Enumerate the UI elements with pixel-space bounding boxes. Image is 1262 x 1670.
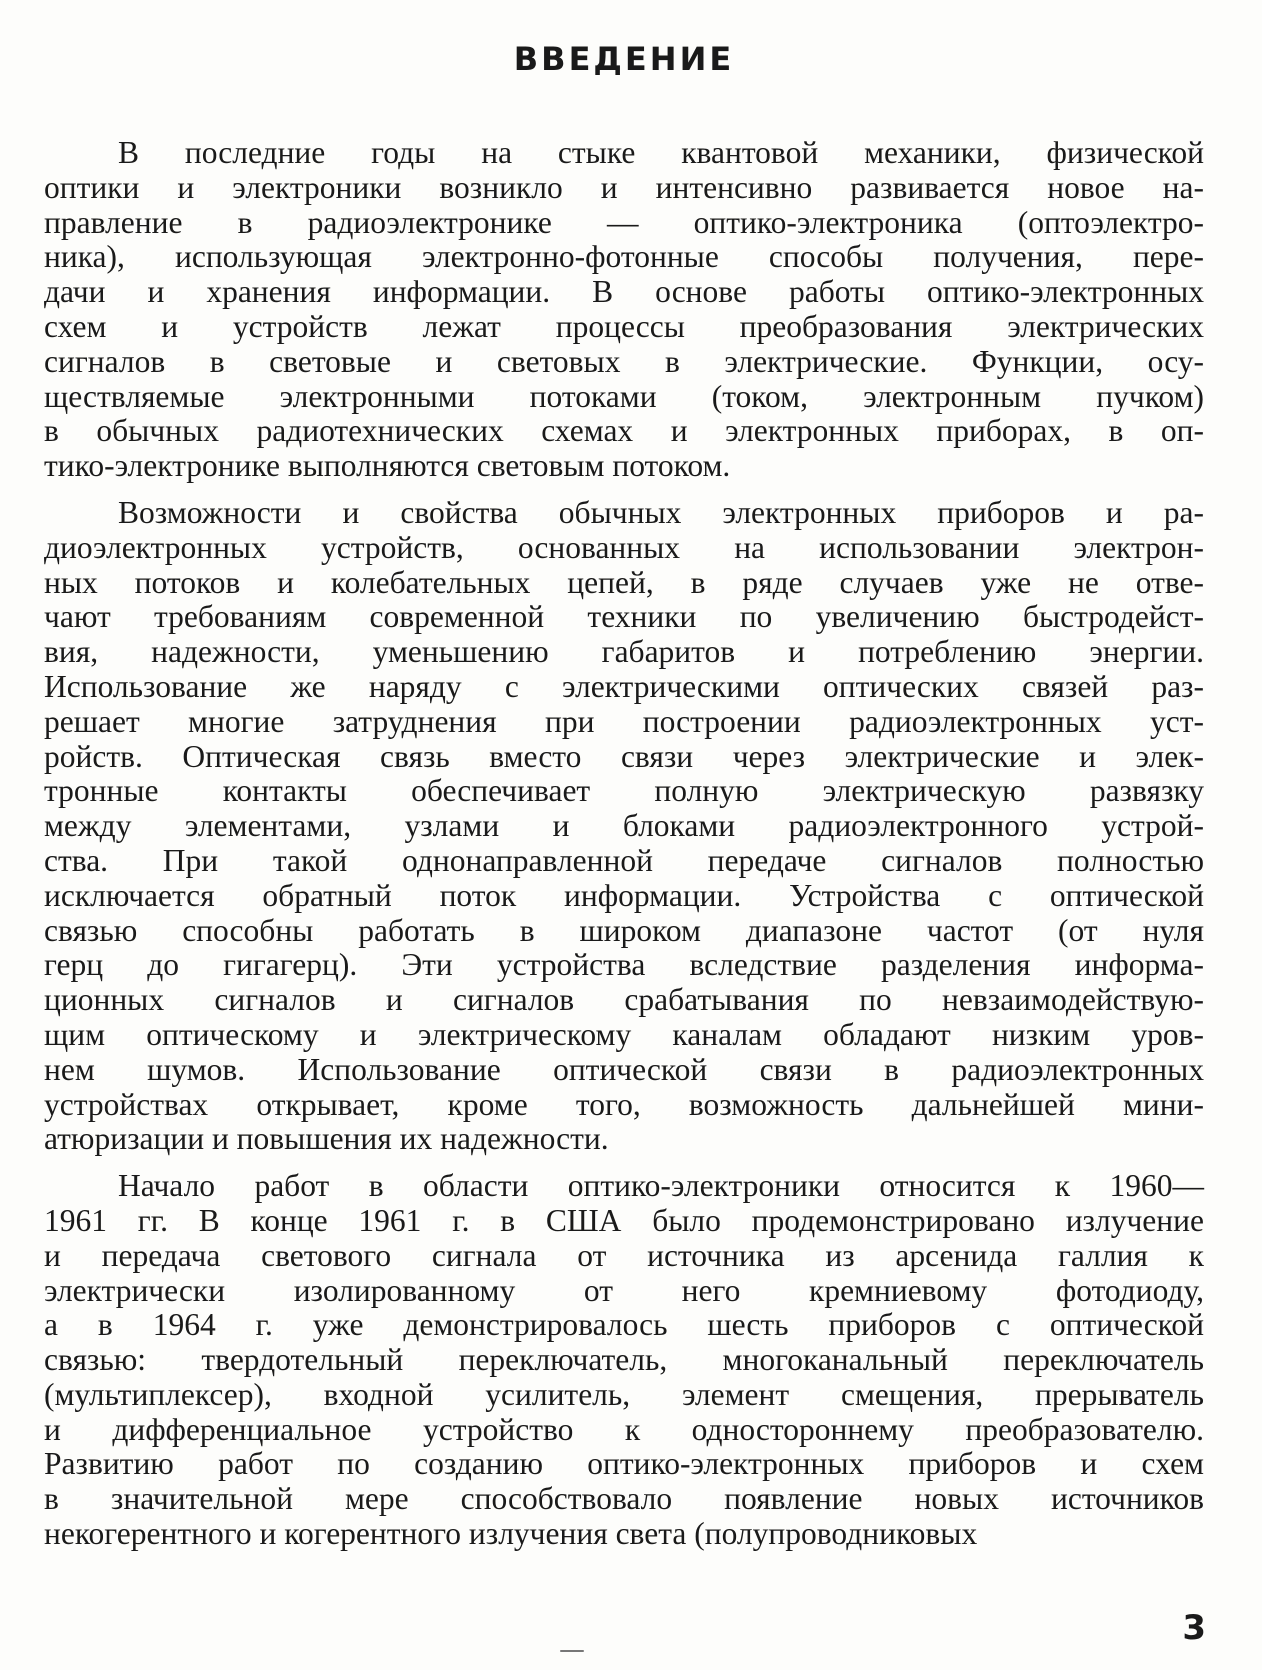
text-line: Начало работ в области оптико-электроники относится к 1960— (118, 1168, 1204, 1204)
page-title: ВВЕДЕНИЕ (513, 40, 735, 78)
text-line: электрически изолированному от него кремниевому фотодиоду, (44, 1272, 1204, 1308)
text-line: чают требованиям современной техники по увеличению быстродейст- (44, 599, 1204, 635)
text-line: Возможности и свойства обычных электронных приборов и ра- (118, 494, 1204, 530)
text-line: связью способны работать в широком диапазоне частот (от нуля (44, 912, 1204, 948)
text-line: (мультиплексер), входной усилитель, элемент смещения, прерыватель (44, 1376, 1204, 1412)
text-line: тронные контакты обеспечивает полную электрическую развязку (44, 773, 1204, 809)
text-line: сигналов в световые и световых в электрические. Функции, осу- (44, 343, 1204, 379)
text-line: некогерентного и когерентного излучения света (полупроводниковых (44, 1516, 978, 1552)
text-line: вия, надежности, уменьшению габаритов и потреблению энергии. (44, 634, 1204, 670)
text-line: 1961 гг. В конце 1961 г. в США было продемонстрировано излучение (44, 1202, 1204, 1238)
text-line: тико-электронике выполняются световым потоком. (44, 448, 731, 484)
text-line: атюризации и повышения их надежности. (44, 1121, 609, 1157)
paragraph (44, 496, 1204, 1157)
text-line: диоэлектронных устройств, основанных на использовании электрон- (44, 529, 1204, 565)
text-line: схем и устройств лежат процессы преобразования электрических (44, 308, 1204, 344)
text-line: в значительной мере способствовало появление новых источников (44, 1481, 1204, 1517)
text-line: дачи и хранения информации. В основе работы оптико-электронных (44, 274, 1204, 310)
page-content (44, 40, 1204, 1564)
text-line: нем шумов. Использование оптической связи в радиоэлектронных (44, 1051, 1204, 1087)
text-line: ществляемые электронными потоками (током, электронным пучком) (44, 378, 1204, 414)
paragraph (44, 1169, 1204, 1552)
text-line: в обычных радиотехнических схемах и электронных приборах, в оп- (44, 413, 1204, 449)
text-line: ника), использующая электронно-фотонные способы получения, пере- (44, 239, 1204, 275)
text-line: исключается обратный поток информации. Устройства с оптической (44, 877, 1204, 913)
scan-mark (560, 1650, 584, 1652)
text-line: устройствах открывает, кроме того, возможность дальнейшей мини- (44, 1086, 1204, 1122)
text-line: связью: твердотельный переключатель, многоканальный переключатель (44, 1342, 1204, 1378)
text-line: ройств. Оптическая связь вместо связи через электрические и элек- (44, 738, 1204, 774)
text-line: и дифференциальное устройство к одностороннему преобразователю. (44, 1411, 1204, 1447)
page-number: 3 (1182, 1608, 1206, 1648)
text-line: Развитию работ по созданию оптико-электронных приборов и схем (44, 1446, 1204, 1482)
text-line: и передача светового сигнала от источника из арсенида галлия к (44, 1237, 1204, 1273)
text-line: ных потоков и колебательных цепей, в ряде случаев уже не отве- (44, 564, 1204, 600)
text-line: Использование же наряду с электрическими оптических связей раз- (44, 668, 1204, 704)
text-line: В последние годы на стыке квантовой механики, физической (118, 135, 1204, 170)
text-line: а в 1964 г. уже демонстрировалось шесть приборов с оптической (44, 1307, 1204, 1343)
paragraph (44, 136, 1204, 484)
body-text (44, 136, 1204, 1552)
text-line: решает многие затруднения при построении радиоэлектронных уст- (44, 703, 1204, 739)
text-line: герц до гигагерц). Эти устройства вследствие разделения информа- (44, 947, 1204, 983)
text-line: правление в радиоэлектронике — оптико-электроника (оптоэлектро- (44, 204, 1204, 240)
text-line: между элементами, узлами и блоками радиоэлектронного устрой- (44, 808, 1204, 844)
text-line: ства. При такой однонаправленной передаче сигналов полностью (44, 842, 1204, 878)
text-line: оптики и электроники возникло и интенсивно развивается новое на- (44, 169, 1204, 205)
text-line: щим оптическому и электрическому каналам обладают низким уров- (44, 1016, 1204, 1052)
text-line: ционных сигналов и сигналов срабатывания по невзаимодействую- (44, 982, 1204, 1018)
